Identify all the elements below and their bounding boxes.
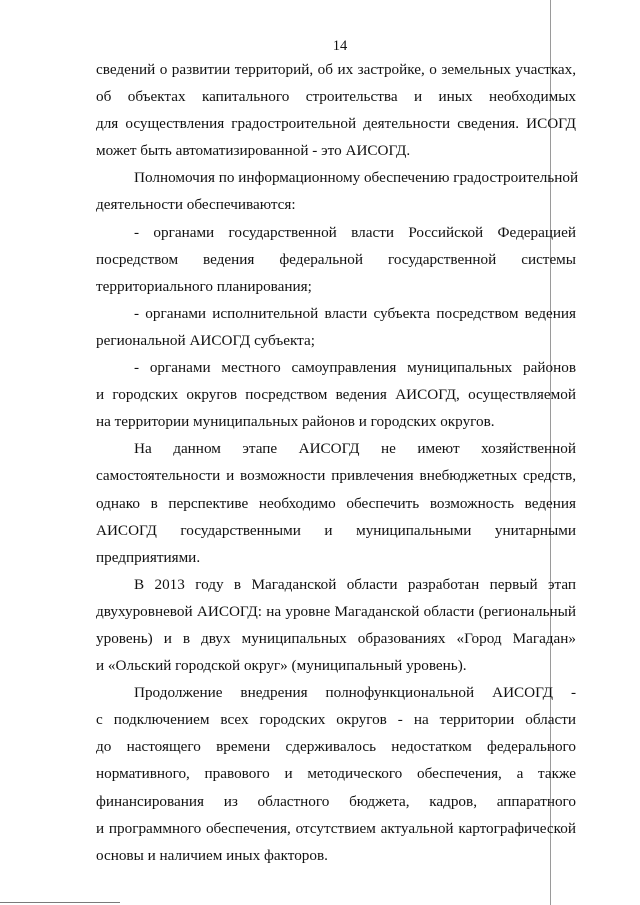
text-line: посредством ведения федеральной государственной системы [96, 250, 576, 268]
text-line: сведений о развитии территорий, об их застройке, о земельных участках, [96, 61, 576, 78]
list-item-first-line: - органами местного самоуправления муниципальных районов [134, 359, 576, 377]
text-line: и «Ольский городской округ» (муниципальный уровень). [96, 657, 467, 675]
text-line: и программного обеспечения, отсутствием актуальной картографической [96, 819, 576, 837]
text-line: предприятиями. [96, 548, 201, 566]
text-line: финансирования из областного бюджета, кадров, аппаратного [96, 792, 576, 810]
text-line: двухуровневой АИСОГД: на уровне Магаданской области (региональный [96, 602, 576, 620]
text-line: основы и наличием иных факторов. [96, 846, 328, 864]
list-item-first-line: - органами государственной власти Российской Федерацией [134, 223, 576, 241]
paragraph-first-line: В 2013 году в Магаданской области разработан первый этап [134, 575, 576, 593]
text-line: однако в перспективе необходимо обеспечить возможность ведения [96, 494, 576, 512]
text-line: территориального планирования; [96, 277, 312, 295]
paragraph-first-line: Продолжение внедрения полнофункциональной АИСОГД - [134, 684, 576, 702]
list-item-first-line: - органами исполнительной власти субъекта посредством ведения [134, 304, 576, 322]
text-line: и городских округов посредством ведения АИСОГД, осуществляемой [96, 386, 576, 404]
paragraph-first-line: На данном этапе АИСОГД не имеют хозяйственной [134, 440, 576, 458]
text-line: самостоятельности и возможности привлечения внебюджетных средств, [96, 467, 576, 485]
paragraph-first-line: Полномочия по информационному обеспечению градостроительной [134, 169, 579, 187]
text-line: до настоящего времени сдерживалось недостатком федерального [96, 738, 576, 756]
scan-bottom-line [0, 902, 120, 903]
document-body [96, 56, 579, 869]
text-line: может быть автоматизированной - это АИСОГД. [96, 142, 411, 160]
text-line: АИСОГД государственными и муниципальными унитарными [96, 521, 576, 539]
text-line: для осуществления градостроительной деятельности сведения. ИСОГД [96, 115, 576, 133]
text-line: нормативного, правового и методического обеспечения, а также [96, 765, 576, 783]
text-line: на территории муниципальных районов и городских округов. [96, 413, 495, 431]
text-line: деятельности обеспечиваются: [96, 196, 296, 214]
text-line: уровень) и в двух муниципальных образованиях «Город Магадан» [96, 629, 576, 647]
text-line: с подключением всех городских округов - на территории области [96, 711, 576, 729]
text-line: региональной АИСОГД субъекта; [96, 331, 315, 349]
text-line: об объектах капитального строительства и иных необходимых [96, 88, 576, 106]
page-number: 14 [332, 38, 348, 54]
